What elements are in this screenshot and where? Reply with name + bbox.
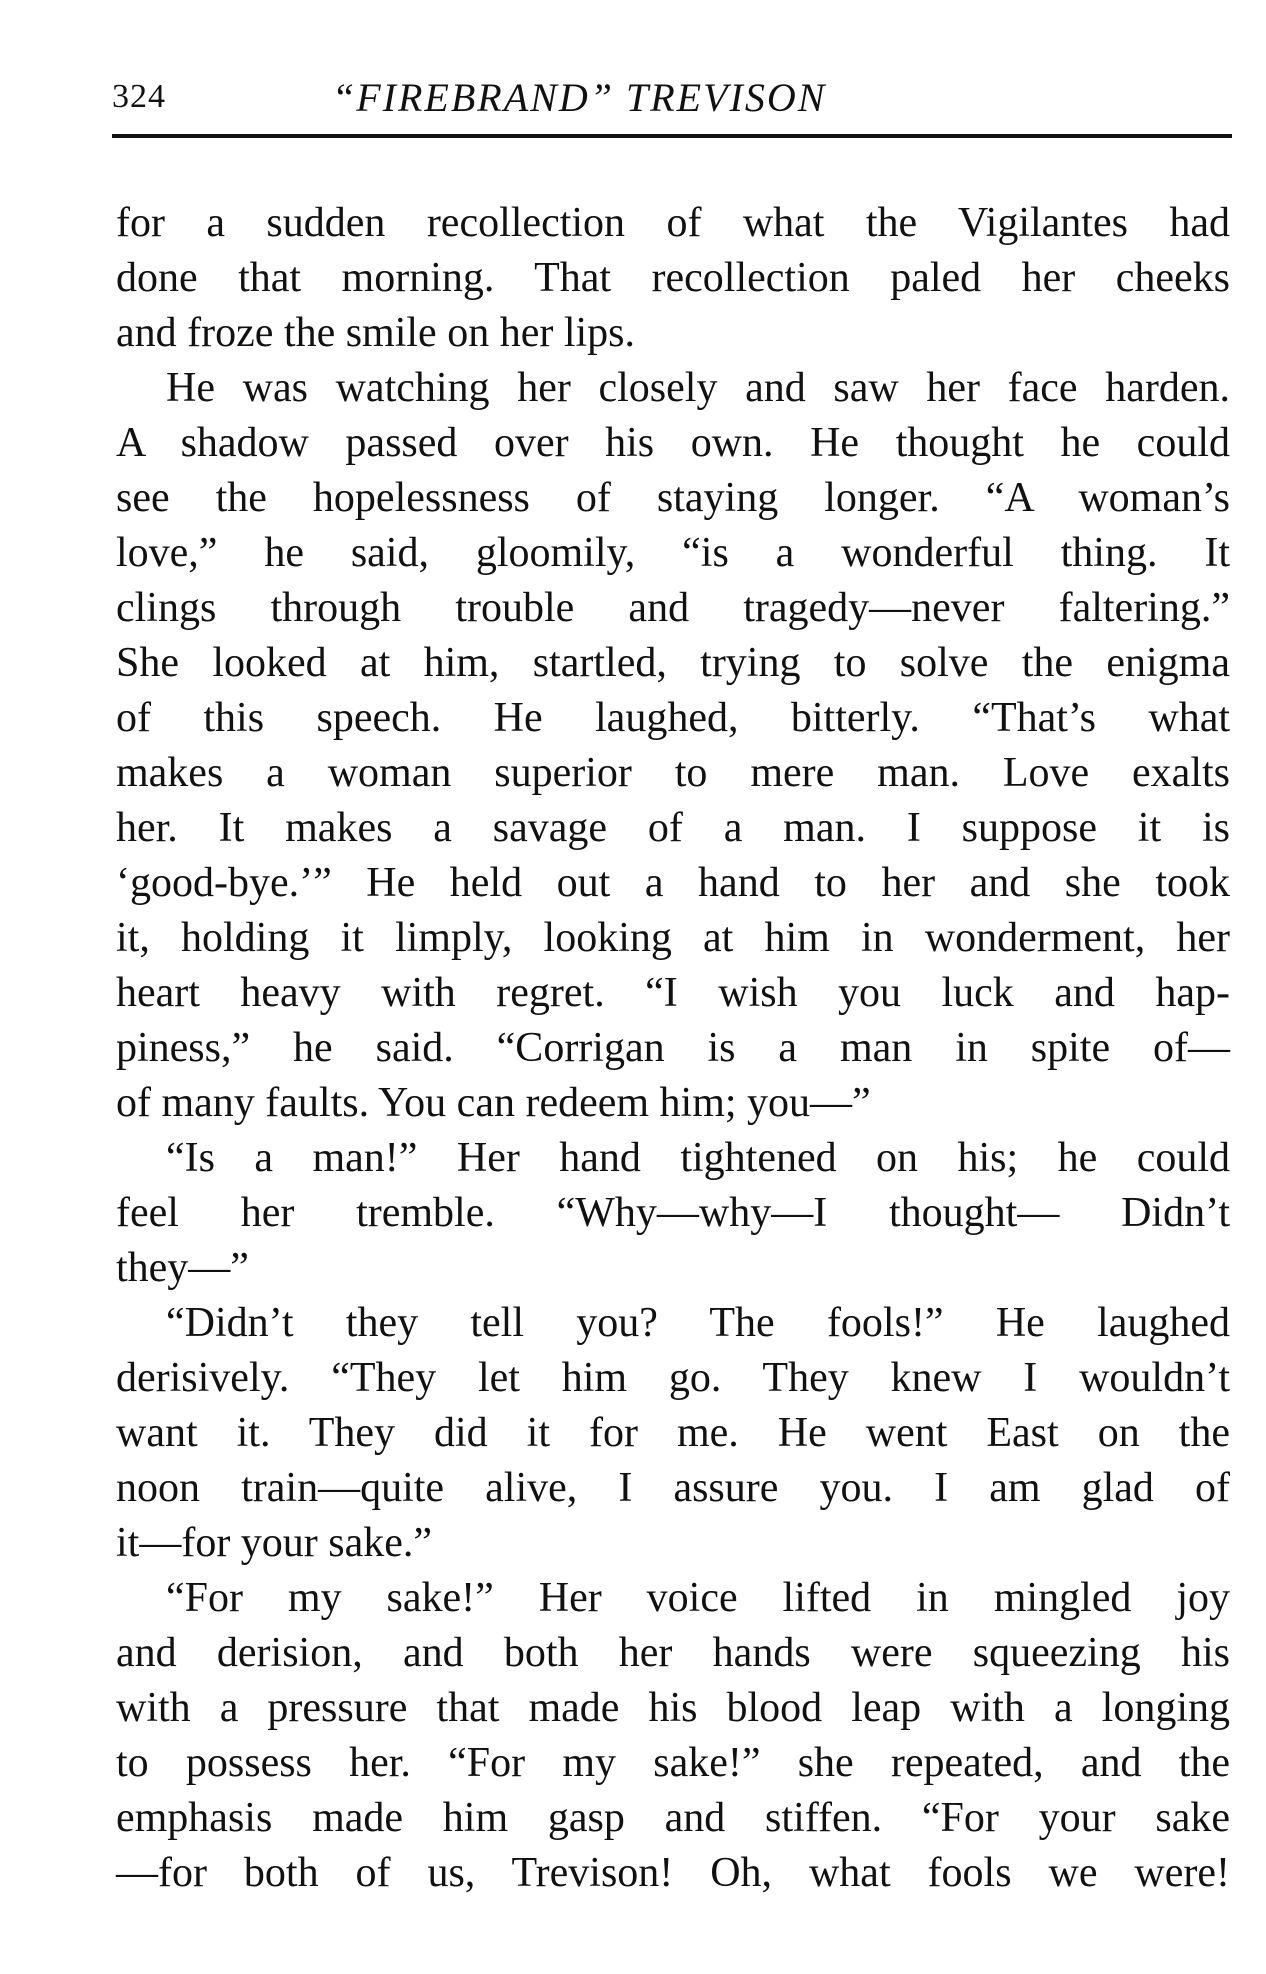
text-line: and froze the smile on her lips. bbox=[116, 310, 636, 356]
text-line: “For my sake!” Her voice lifted in mingled joy bbox=[166, 1575, 1230, 1621]
text-line: it, holding it limply, looking at him in wonderment, her bbox=[116, 915, 1230, 961]
page-header bbox=[112, 70, 1230, 130]
text-line: noon train—quite alive, I assure you. I am glad of bbox=[116, 1465, 1230, 1511]
text-line: emphasis made him gasp and stiffen. “For your sake bbox=[116, 1795, 1230, 1841]
text-line: She looked at him, startled, trying to solve the enigma bbox=[116, 640, 1230, 686]
body-text bbox=[116, 196, 1230, 1901]
running-title: “FIREBRAND” TREVISON bbox=[332, 75, 827, 120]
text-line: “Is a man!” Her hand tightened on his; he could bbox=[166, 1135, 1230, 1181]
text-line: and derision, and both her hands were squeezing his bbox=[116, 1630, 1230, 1676]
text-line: A shadow passed over his own. He thought he could bbox=[116, 420, 1230, 466]
text-line: of this speech. He laughed, bitterly. “That’s what bbox=[116, 695, 1230, 741]
text-line: He was watching her closely and saw her face harden. bbox=[166, 365, 1230, 411]
text-line: of many faults. You can redeem him; you—” bbox=[116, 1080, 871, 1126]
page-number: 324 bbox=[112, 78, 166, 115]
text-line: her. It makes a savage of a man. I suppose it is bbox=[116, 805, 1230, 851]
text-line: to possess her. “For my sake!” she repeated, and the bbox=[116, 1740, 1230, 1786]
text-line: heart heavy with regret. “I wish you luck and hap- bbox=[116, 970, 1230, 1016]
text-line: clings through trouble and tragedy—never faltering.” bbox=[116, 585, 1230, 631]
text-line: makes a woman superior to mere man. Love exalts bbox=[116, 750, 1230, 796]
text-line: it—for your sake.” bbox=[116, 1520, 433, 1566]
text-line: done that morning. That recollection paled her cheeks bbox=[116, 255, 1230, 301]
text-line: for a sudden recollection of what the Vigilantes had bbox=[116, 200, 1230, 246]
text-line: they—” bbox=[116, 1245, 249, 1291]
text-line: ‘good-bye.’” He held out a hand to her and she took bbox=[116, 860, 1230, 906]
text-line: want it. They did it for me. He went East on the bbox=[116, 1410, 1230, 1456]
text-line: love,” he said, gloomily, “is a wonderful thing. It bbox=[116, 530, 1230, 576]
text-line: —for both of us, Trevison! Oh, what fools we were! bbox=[116, 1850, 1230, 1896]
text-line: feel her tremble. “Why—why—I thought— Didn’t bbox=[116, 1190, 1230, 1236]
text-line: derisively. “They let him go. They knew I wouldn’t bbox=[116, 1355, 1230, 1401]
header-rule bbox=[112, 134, 1232, 138]
text-line: “Didn’t they tell you? The fools!” He laughed bbox=[166, 1300, 1230, 1346]
text-line: piness,” he said. “Corrigan is a man in spite of— bbox=[116, 1025, 1230, 1071]
text-line: see the hopelessness of staying longer. “A woman’s bbox=[116, 475, 1230, 521]
text-line: with a pressure that made his blood leap with a longing bbox=[116, 1685, 1230, 1731]
